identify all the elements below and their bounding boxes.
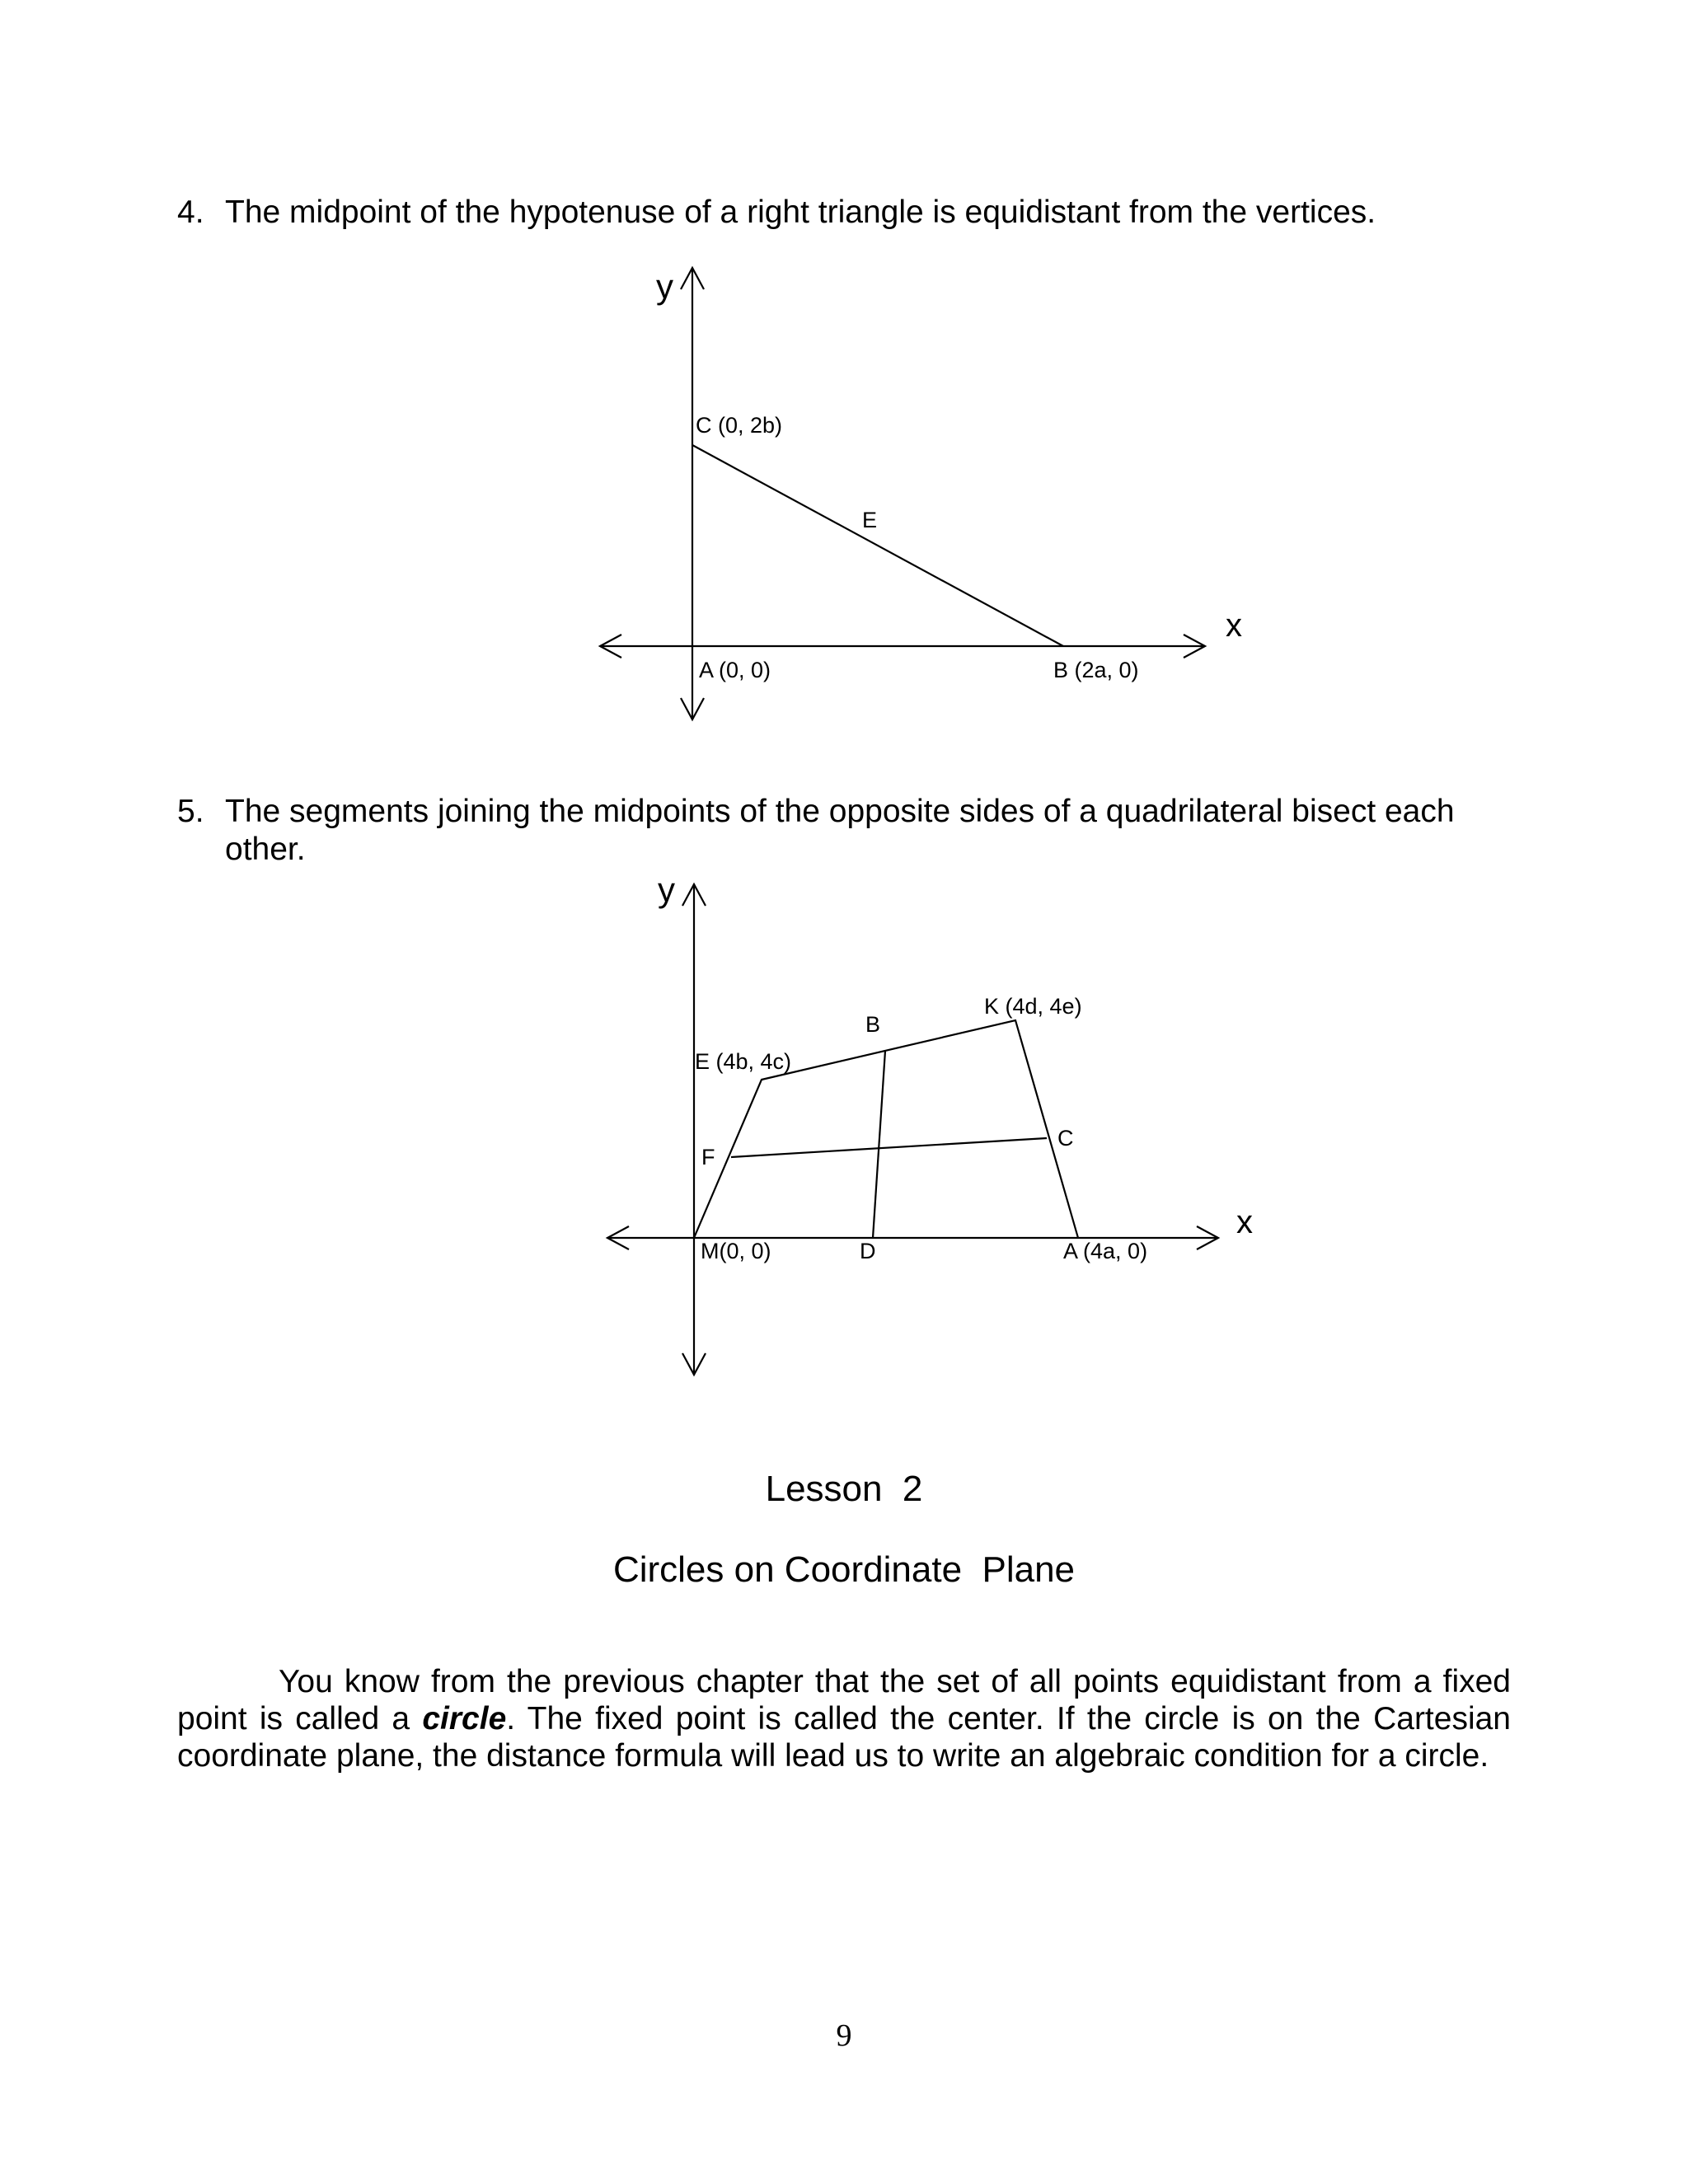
problem-4-text: The midpoint of the hypotenuse of a right triangle is equidistant from the vertices. [225, 194, 1376, 230]
lesson-title: Lesson 2 [765, 1469, 923, 1509]
paragraph-term-circle: circle [422, 1701, 507, 1736]
fig2-segment-bd [873, 1051, 885, 1238]
fig1-label-a: A (0, 0) [699, 658, 771, 682]
problem-4-number: 4. [177, 194, 204, 230]
fig2-label-b: B [865, 1012, 881, 1037]
paragraph-text-start: You know from the previous chapter that the set of all points equidistant from a fixed point is called a [177, 1664, 1511, 1736]
fig2-label-d: D [860, 1239, 876, 1263]
fig2-label-a: A (4a, 0) [1063, 1239, 1148, 1263]
fig2-label-e: E (4b, 4c) [695, 1049, 792, 1074]
fig2-segment-fc [731, 1138, 1047, 1157]
paragraph-text-end: . The fixed point is called the center. If the circle is on the Cartesian coordinate plane, the distance formula will lead us to write an algebraic condition for a circle. [177, 1701, 1511, 1774]
fig1-label-e: E [862, 508, 878, 532]
problem-5-text-line2: other. [225, 832, 306, 867]
fig1-x-label: x [1226, 607, 1242, 644]
fig1-y-label: y [656, 267, 673, 306]
fig2-label-k: K (4d, 4e) [984, 994, 1082, 1019]
intro-paragraph [177, 1663, 1511, 1774]
fig1-label-c: C (0, 2b) [696, 413, 783, 438]
page-number: 9 [836, 2018, 852, 2053]
fig2-label-c: C [1057, 1126, 1074, 1151]
fig2-x-label: x [1236, 1204, 1253, 1240]
fig2-label-m: M(0, 0) [701, 1239, 771, 1263]
fig2-y-label: y [658, 870, 675, 909]
problem-5-text-line1: The segments joining the midpoints of the opposite sides of a quadrilateral bisect each [225, 794, 1455, 829]
lesson-subtitle: Circles on Coordinate Plane [612, 1549, 1076, 1590]
fig1-hypotenuse [692, 445, 1063, 646]
fig2-label-f: F [701, 1145, 715, 1169]
fig1-label-b: B (2a, 0) [1053, 658, 1139, 682]
problem-5-number: 5. [177, 794, 204, 829]
